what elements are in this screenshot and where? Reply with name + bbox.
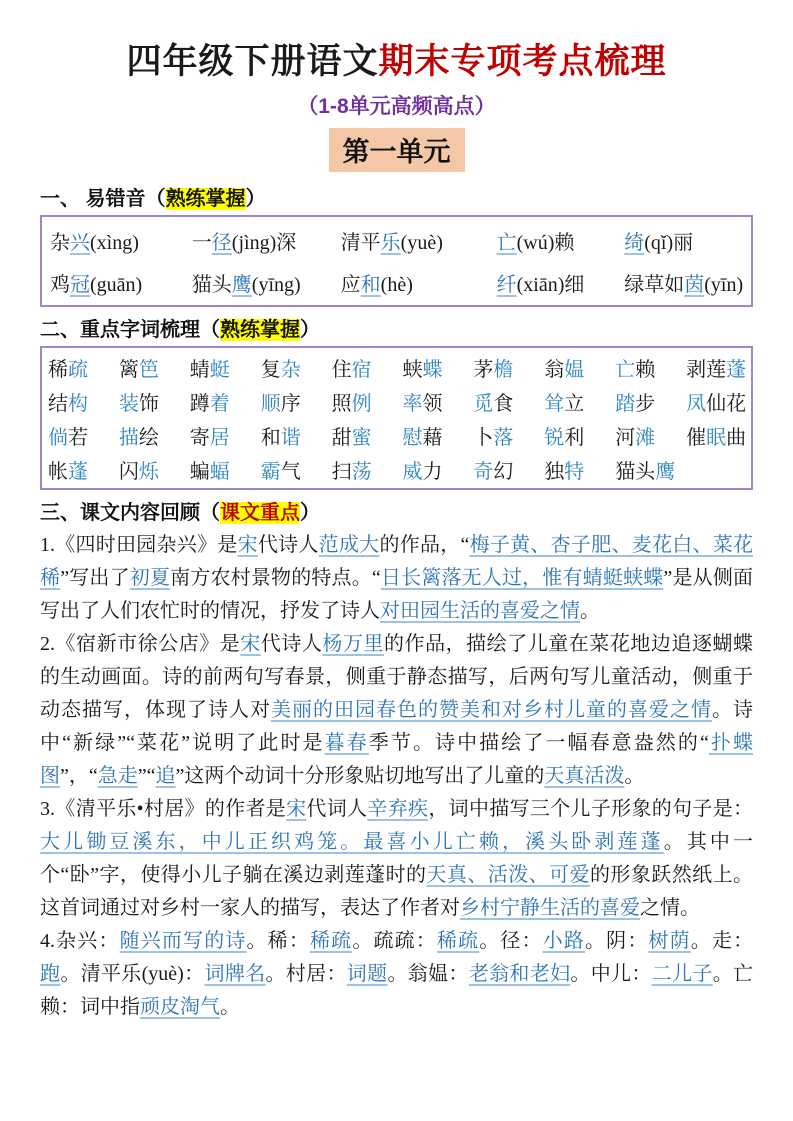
text-run: 篱 (118, 358, 139, 381)
table-cell (255, 455, 326, 484)
key-term: 词牌名 (204, 963, 266, 985)
key-term: 蜜 (351, 426, 372, 449)
text-run: ”这两个动词十分形象贴切地写出了儿童的 (175, 765, 545, 787)
table-cell (42, 226, 184, 255)
key-term: 跑 (40, 963, 61, 985)
table-cell (184, 268, 333, 297)
text-run: 独 (544, 460, 565, 483)
table-cell (333, 268, 489, 297)
text-run: 气 (280, 460, 301, 483)
key-term: 茵 (684, 273, 705, 296)
key-term: 奇 (473, 460, 494, 483)
unit-header: 第一单元 (329, 128, 465, 172)
table-cell (680, 387, 751, 416)
text-run: 的形象跃然纸上。这首词通过对乡村一家人的描写，表达了作者对 (40, 864, 754, 919)
page-title-red: 期末专项考点梳理 (378, 42, 667, 81)
table-row (42, 261, 751, 303)
text-run: 蹲 (189, 392, 210, 415)
table-cell (609, 387, 680, 416)
text-run: 帐 (48, 460, 68, 483)
paragraph-4 (40, 925, 753, 1024)
key-term: 媪 (564, 358, 585, 381)
key-term: 范成大 (318, 534, 380, 556)
table-cell (255, 387, 326, 416)
key-term: 檐 (493, 358, 514, 381)
table-cell (467, 387, 538, 416)
key-term: 词题 (346, 963, 388, 985)
key-term: 荡 (351, 460, 372, 483)
section-3-prefix: 三、课文内容回顾（ (40, 502, 220, 524)
key-term: 对田园生活的喜爱之情 (380, 600, 580, 622)
table-cell (680, 353, 751, 382)
paragraph-3 (40, 793, 753, 925)
text-run: 闪 (118, 460, 139, 483)
table-cell (184, 455, 255, 484)
table-cell (42, 455, 113, 484)
text-run: ，词中描写三个儿子形象的句子是： (428, 798, 754, 820)
text-run: 。亡赖：词中指 (40, 963, 754, 1018)
text-run: 杂 (50, 231, 70, 254)
text-run: 利 (564, 426, 585, 449)
text-run: 力 (422, 460, 443, 483)
text-run: 若 (68, 426, 88, 449)
key-term: 疏 (68, 358, 88, 381)
page-title (40, 34, 753, 84)
text-run: (xìng) (90, 231, 139, 254)
key-term: 眠 (706, 426, 727, 449)
table-cell (538, 387, 609, 416)
text-run: 蜻 (189, 358, 210, 381)
text-run: 。阴： (585, 930, 649, 952)
key-term: 特 (564, 460, 585, 483)
table-cell (467, 455, 538, 484)
key-term: 蓬 (68, 460, 88, 483)
text-run: 清平 (340, 231, 381, 254)
page-title-black: 四年级下册语文 (126, 42, 379, 81)
text-run: 和 (260, 426, 281, 449)
text-run: 。 (580, 600, 600, 622)
section-1-suffix: ） (245, 188, 266, 210)
text-run: 。 (624, 765, 645, 787)
key-term: 杂 (280, 358, 301, 381)
key-term: 构 (68, 392, 88, 415)
section-heading-1 (40, 182, 753, 211)
key-term: 率 (402, 392, 423, 415)
table-cell (42, 421, 113, 450)
key-term: 和 (360, 273, 381, 296)
key-term: 辛弃疾 (367, 798, 429, 820)
key-term: 着 (209, 392, 230, 415)
text-run: (guān) (90, 273, 143, 296)
text-run: 。清平乐(yuè)： (60, 963, 205, 985)
key-term: 装 (118, 392, 139, 415)
key-term: 踏 (615, 392, 636, 415)
key-term: 蝶 (422, 358, 443, 381)
key-term: 暮春 (324, 732, 369, 754)
text-run: 河 (615, 426, 636, 449)
paragraph-1 (40, 529, 753, 628)
text-run: 应 (340, 273, 361, 296)
table-cell (489, 226, 617, 255)
key-term: 滩 (635, 426, 656, 449)
key-term: 落 (493, 426, 514, 449)
text-run: 鸡 (50, 273, 70, 296)
table-cell (333, 226, 489, 255)
key-term: 美丽的田园春色的赞美和对乡村儿童的喜爱之情 (271, 699, 712, 721)
key-term: 乐 (380, 231, 401, 254)
section-2-prefix: 二、重点字词梳理（ (40, 319, 220, 341)
key-term: 天真活泼 (544, 765, 625, 787)
key-term: 倘 (48, 426, 68, 449)
text-run: 步 (635, 392, 656, 415)
key-term: 日长篱落无人过，惟有蜻蜓蛱蝶 (380, 567, 664, 589)
text-run: 曲 (726, 426, 747, 449)
text-run: 住 (331, 358, 352, 381)
key-term: 鹰 (655, 460, 676, 483)
text-run: (yīng) (251, 273, 301, 296)
text-run: 。诗中“新绿”“菜花”说明了此时是 (40, 699, 753, 754)
table-cell (184, 353, 255, 382)
text-run: ”“ (137, 765, 156, 787)
text-run: 甜 (331, 426, 352, 449)
text-run: 寄 (189, 426, 210, 449)
table-cell (609, 455, 680, 484)
table-cell (184, 387, 255, 416)
key-term: 稀疏 (310, 930, 353, 952)
key-term: 梅子黄、杏子肥、麦花白、菜花稀 (40, 534, 754, 589)
key-term: 大儿锄豆溪东，中儿正织鸡笼。最喜小儿亡赖，溪头卧剥莲蓬 (40, 831, 664, 853)
key-term: 凤 (686, 392, 707, 415)
table-cell (616, 226, 751, 255)
key-term: 耸 (544, 392, 565, 415)
key-term: 鹰 (231, 273, 252, 296)
text-run: 的作品，描绘了儿童在菜花地边追逐蝴蝶的生动画面。诗的前两句写春景，侧重于静态描写，后两句写儿童活动，侧重于动态描写，体现了诗人对 (40, 633, 754, 721)
key-term: 宋 (286, 798, 307, 820)
table-cell (467, 421, 538, 450)
text-run: 。走： (690, 930, 754, 952)
paragraph-2 (40, 628, 753, 793)
text-run: 茅 (473, 358, 494, 381)
key-term: 霸 (260, 460, 281, 483)
text-run: 季节。诗中描绘了一幅春意盎然的“ (368, 732, 709, 754)
text-run: 立 (564, 392, 585, 415)
table-cell (184, 226, 333, 255)
key-term: 锐 (544, 426, 565, 449)
table-cell (42, 268, 184, 297)
text-run: 。翁媪： (387, 963, 469, 985)
text-run: 2.《宿新市徐公店》是 (40, 633, 241, 655)
section-3-suffix: ） (300, 502, 320, 524)
table-cell (326, 455, 397, 484)
text-run: 饰 (138, 392, 159, 415)
text-run: 扫 (331, 460, 352, 483)
text-run: 之情。 (640, 897, 700, 919)
pronunciation-table (40, 215, 753, 307)
table-cell (397, 353, 468, 382)
text-run: (xiān)细 (516, 273, 585, 296)
text-run: 卜 (473, 426, 494, 449)
text-run: 结 (48, 392, 68, 415)
text-run: 。村居： (265, 963, 347, 985)
text-run: 猫头 (191, 273, 232, 296)
key-term: 烁 (138, 460, 159, 483)
key-term: 杨万里 (322, 633, 385, 655)
key-term: 树荫 (648, 930, 691, 952)
key-term: 急走 (97, 765, 138, 787)
key-term: 追 (155, 765, 176, 787)
section-heading-3 (40, 496, 753, 525)
text-run: 领 (422, 392, 443, 415)
key-term: 慰 (402, 426, 423, 449)
key-term: 笆 (138, 358, 159, 381)
key-term: 宿 (351, 358, 372, 381)
key-term: 威 (402, 460, 423, 483)
table-cell (467, 353, 538, 382)
section-heading-2 (40, 313, 753, 342)
text-run: 。 (220, 996, 240, 1018)
key-term: 乡村宁静生活的喜爱 (460, 897, 640, 919)
text-run: (wú)赖 (516, 231, 575, 254)
text-run: (hè) (380, 273, 413, 296)
text-run: 序 (280, 392, 301, 415)
table-cell (609, 353, 680, 382)
table-cell (184, 421, 255, 450)
section-2-highlight: 熟练掌握 (220, 319, 300, 341)
text-run: 。其中一个“卧”字，使得小儿子躺在溪边剥莲蓬时的 (40, 831, 754, 886)
key-term: 二儿子 (651, 963, 713, 985)
table-row (42, 452, 751, 486)
section-3-highlight: 课文重点 (220, 502, 300, 524)
text-run: 藉 (422, 426, 443, 449)
table-cell (255, 421, 326, 450)
text-run: (yuè) (400, 231, 443, 254)
text-run: 南方农村景物的特点。“ (170, 567, 381, 589)
key-term: 扑蝶图 (40, 732, 754, 787)
table-cell (397, 421, 468, 450)
key-term: 蜓 (209, 358, 230, 381)
table-cell (113, 353, 184, 382)
key-term: 描 (118, 426, 139, 449)
table-cell (397, 455, 468, 484)
text-run: 仙花 (706, 392, 747, 415)
text-run: 。中儿： (570, 963, 652, 985)
key-term: 冠 (70, 273, 90, 296)
table-cell (489, 268, 617, 297)
text-run: 1.《四时田园杂兴》是 (40, 534, 238, 556)
section-1-prefix: 一、 易错音（ (40, 188, 166, 210)
key-term: 天真、活泼、可爱 (426, 864, 590, 886)
text-run: (yīn) (704, 273, 744, 296)
section-1-highlight: 熟练掌握 (165, 188, 246, 210)
table-cell (113, 421, 184, 450)
key-term: 顽皮淘气 (140, 996, 220, 1018)
text-run: 猫头 (615, 460, 656, 483)
table-cell (326, 387, 397, 416)
key-term: 亡 (615, 358, 636, 381)
text-run: (jìng)深 (231, 231, 297, 254)
table-cell (538, 455, 609, 484)
key-term: 顺 (260, 392, 281, 415)
table-cell (326, 353, 397, 382)
review-content (40, 529, 753, 1024)
text-run: 3.《清平乐•村居》的作者是 (40, 798, 287, 820)
text-run: 剥莲 (686, 358, 727, 381)
text-run: 翁 (544, 358, 565, 381)
text-run: 代词人 (306, 798, 368, 820)
table-row (42, 219, 751, 261)
key-term: 蓬 (726, 358, 747, 381)
table-cell (113, 387, 184, 416)
table-cell (616, 268, 751, 297)
key-term: 例 (351, 392, 372, 415)
text-run: 蛱 (402, 358, 423, 381)
table-cell (42, 353, 113, 382)
text-run: 。径： (479, 930, 543, 952)
text-run: 4.杂兴： (40, 930, 120, 952)
vocabulary-table (40, 346, 753, 490)
key-term: 觅 (473, 392, 494, 415)
text-run: 赖 (635, 358, 656, 381)
key-term: 绮 (624, 231, 645, 254)
text-run: 代诗人 (257, 534, 319, 556)
text-run: 食 (493, 392, 514, 415)
key-term: 稀疏 (436, 930, 480, 952)
table-row (42, 384, 751, 418)
key-term: 宋 (240, 633, 261, 655)
text-run: 蝙 (189, 460, 210, 483)
table-cell (538, 353, 609, 382)
key-term: 老翁和老妇 (468, 963, 571, 985)
text-run: 。疏疏： (352, 930, 437, 952)
text-run: ”，“ (60, 765, 98, 787)
key-term: 亡 (496, 231, 517, 254)
table-cell (609, 421, 680, 450)
page-subtitle: （1-8单元高频高点） (297, 95, 496, 118)
section-2-suffix: ） (300, 319, 320, 341)
text-run: ”是从侧面写出了人们农忙时的情况，抒发了诗人 (40, 567, 754, 622)
text-run: 的作品，“ (379, 534, 470, 556)
key-term: 纤 (496, 273, 517, 296)
unit-header-line (40, 128, 753, 172)
key-term: 宋 (237, 534, 258, 556)
text-run: 绘 (138, 426, 159, 449)
text-run: 一 (191, 231, 212, 254)
text-run: 幻 (493, 460, 514, 483)
table-row (42, 418, 751, 452)
key-term: 兴 (70, 231, 90, 254)
text-run: ”写出了 (60, 567, 130, 589)
key-term: 初夏 (129, 567, 171, 589)
table-cell (538, 421, 609, 450)
text-run: 照 (331, 392, 352, 415)
key-term: 蝠 (209, 460, 230, 483)
table-cell (397, 387, 468, 416)
table-cell (680, 421, 751, 450)
text-run: 稀 (48, 358, 68, 381)
text-run: 。稀： (246, 930, 310, 952)
text-run: 复 (260, 358, 281, 381)
key-term: 径 (211, 231, 232, 254)
text-run: 催 (686, 426, 707, 449)
table-cell (255, 353, 326, 382)
key-term: 随兴而写的诗 (119, 930, 247, 952)
key-term: 居 (209, 426, 230, 449)
table-cell (326, 421, 397, 450)
key-term: 谐 (280, 426, 301, 449)
text-run: 绿草如 (624, 273, 685, 296)
text-run: 代诗人 (260, 633, 323, 655)
key-term: 小路 (542, 930, 586, 952)
text-run: (qǐ)丽 (644, 231, 694, 254)
table-cell (42, 387, 113, 416)
table-row (42, 350, 751, 384)
table-cell (113, 455, 184, 484)
